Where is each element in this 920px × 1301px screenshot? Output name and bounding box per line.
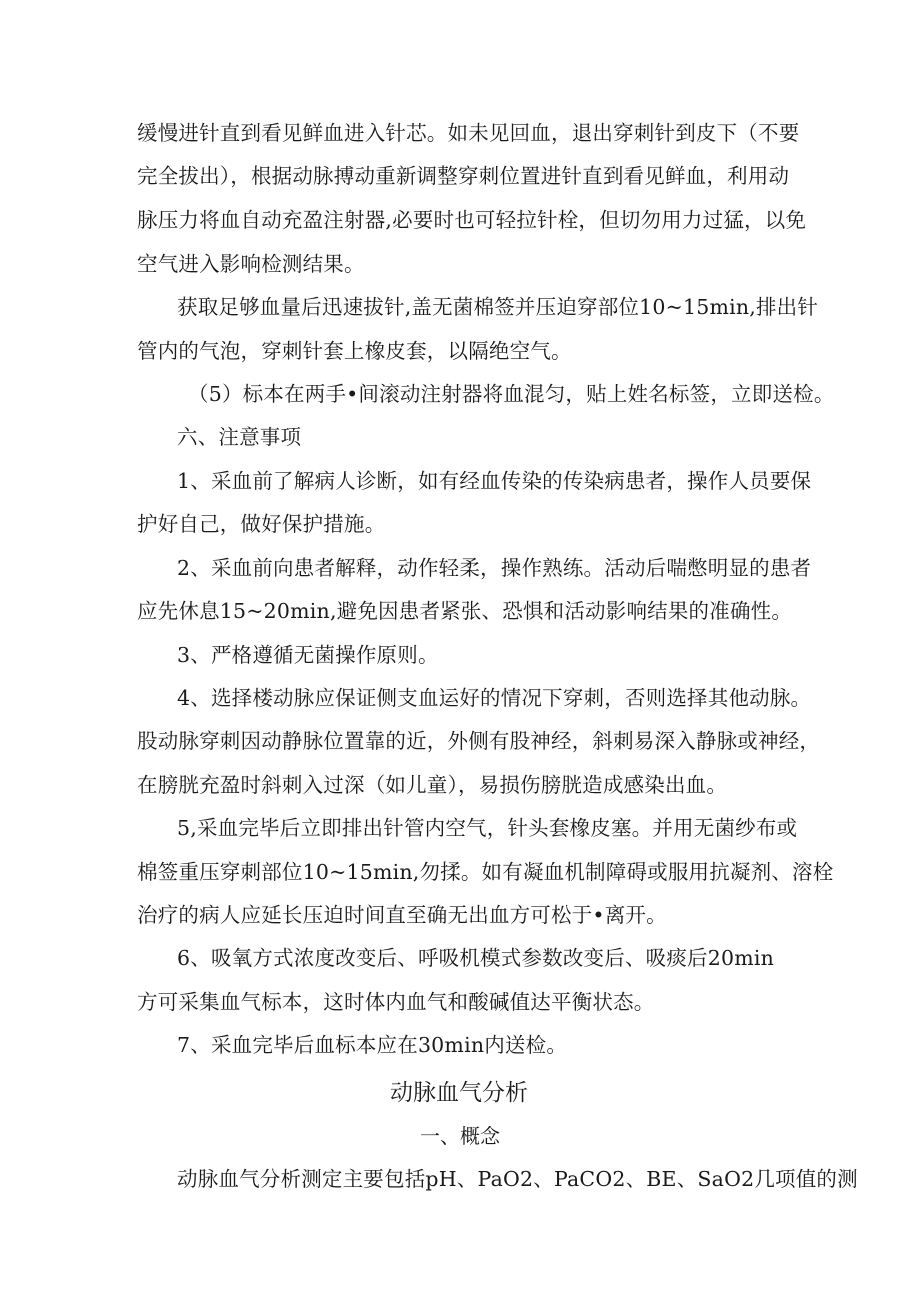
text-line: 完全拔出），根据动脉搏动重新调整穿刺位置进针直到看见鲜血，利用动 [137,164,790,188]
text-line: 股动脉穿刺因动静脉位置靠的近，外侧有股神经，斜刺易深入静脉或神经， [137,729,821,753]
text-line: 动脉血气分析测定主要包括pH、PaO2、PaCO2、BE、SaO2几项值的测 [177,1167,858,1191]
section-subtitle: 一、概念 [420,1124,500,1148]
text-line: 1、采血前了解病人诊断，如有经血传染的传染病患者，操作人员要保 [177,469,812,493]
text-line: 4、选择楼动脉应保证侧支血运好的情况下穿刺，否则选择其他动脉。 [177,686,812,710]
text-line: 缓慢进针直到看见鲜血进入针芯。如未见回血，退出穿刺针到皮下（不要 [137,121,800,145]
text-line: 空气进入影响检测结果。 [137,252,365,276]
text-line: 6、吸氧方式浓度改变后、呼吸机模式参数改变后、吸痰后20min [177,946,775,970]
text-line: 管内的气泡，穿刺针套上橡皮套，以隔绝空气。 [137,339,572,363]
text-line: 5,采血完毕后立即排出针管内空气，针头套橡皮塞。并用无菌纱布或 [177,816,798,840]
text-line: 2、采血前向患者解释，动作轻柔，操作熟练。活动后喘憋明显的患者 [177,556,812,580]
text-line: 脉压力将血自动充盈注射器,必要时也可轻拉针栓，但切勿用力过猛，以免 [137,208,807,232]
text-line: 治疗的病人应延长压迫时间直至确无出血方可松于•离开。 [137,903,667,927]
text-line: 获取足够血量后迅速拔针,盖无菌棉签并压迫穿部位10~15min,排出针 [177,295,819,319]
text-line: （5）标本在两手•间滚动注射器将血混匀，贴上姓名标签，立即送检。 [188,382,835,406]
text-line: 护好自己，做好保护措施。 [137,512,386,536]
text-line: 应先休息15~20min,避免因患者紧张、恐惧和活动影响结果的准确性。 [137,599,793,623]
text-line: 方可采集血气标本，这时体内血气和酸碱值达平衡状态。 [137,990,655,1014]
text-line: 棉签重压穿刺部位10~15min,勿揉。如有凝血机制障碍或服用抗凝剂、溶栓 [137,860,834,884]
text-line: 7、采血完毕后血标本应在30min内送检。 [177,1033,568,1057]
text-line: 在膀胱充盈时斜刺入过深（如儿童），易损伤膀胱造成感染出血。 [137,773,728,797]
section-heading-precautions: 六、注意事项 [177,425,302,449]
text-line: 3、严格遵循无菌操作原则。 [177,643,439,667]
section-title: 动脉血气分析 [390,1080,528,1106]
